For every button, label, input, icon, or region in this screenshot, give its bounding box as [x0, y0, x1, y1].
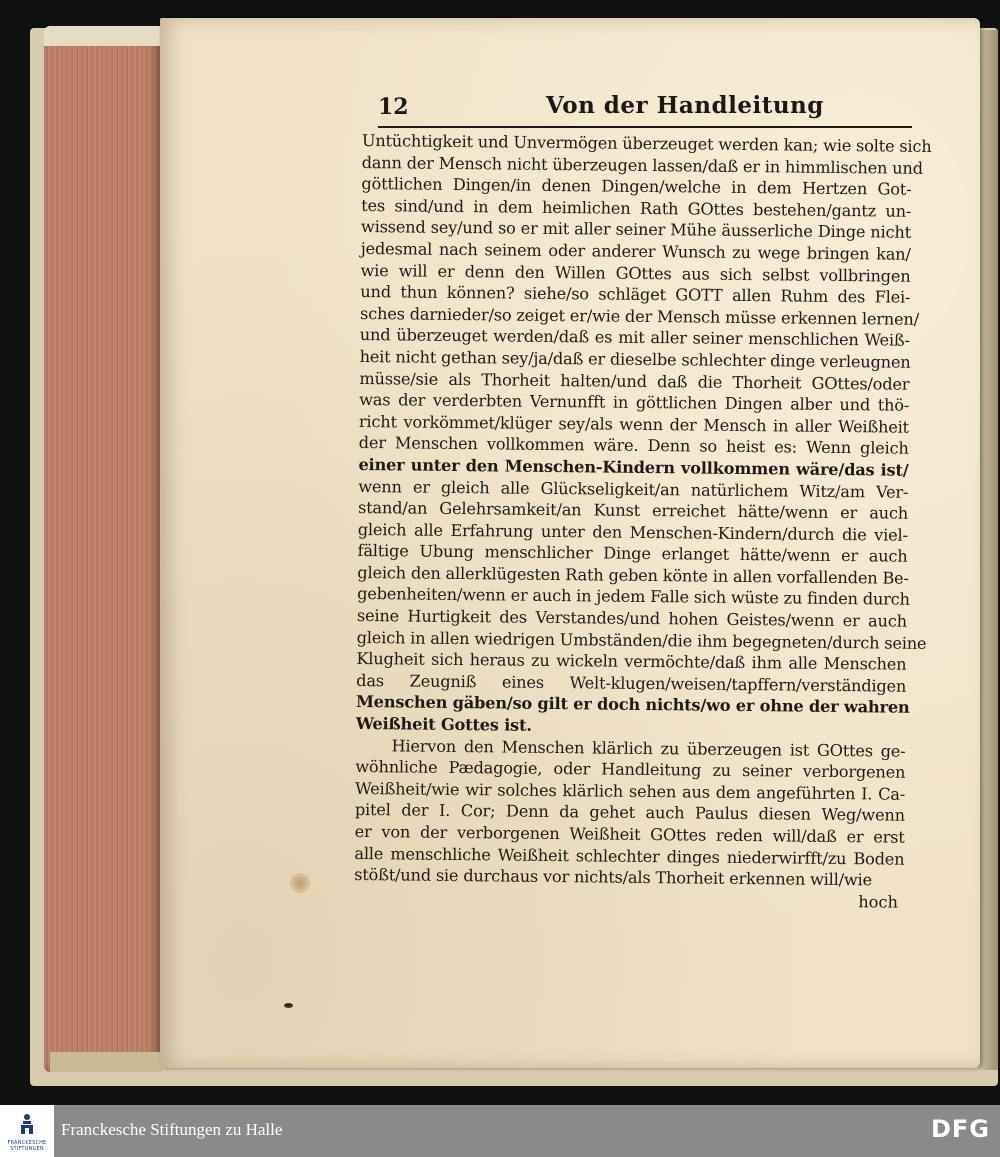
page-header	[378, 92, 912, 128]
dfg-logo[interactable]: DFG	[930, 1115, 990, 1143]
institution-logo[interactable]	[0, 1105, 54, 1157]
text-line: wöhnliche Pædagogie, oder Handleitung zu seiner verborgenen	[355, 757, 906, 782]
text-line: Klugheit sich heraus zu wickeln vermöchte/daß ihm alle Menschen	[356, 649, 907, 674]
text-line: wenn er gleich alle Glückseligkeit/an natürlichem Witz/am Ver-	[358, 476, 909, 502]
page-number: 12	[378, 94, 409, 120]
text-line: jedesmal nach seinem oder anderer Wunsch zu wege bringen kan/	[360, 238, 911, 264]
binding-edge	[978, 30, 998, 1070]
text-line: göttlichen Dingen/in denen Dingen/welche in dem Hertzen Got-	[361, 174, 912, 199]
text-line: müsse/sie als Thorheit halten/und daß die Thorheit GOttes/oder	[359, 368, 910, 394]
text-line: alle menschliche Weißheit schlechter dinges niederwirfft/zu Boden	[354, 843, 905, 869]
text-line: Weißheit Gottes ist.	[355, 713, 532, 735]
text-line: Untüchtigkeit und Unvermögen überzeuget werden kan; wie solte sich	[361, 130, 932, 156]
text-line: gleich den allerklügesten Rath geben könte in allen vorfallenden Be-	[357, 562, 909, 588]
text-line: und thun können? siehe/so schläget GOTT allen Ruhm des Flei-	[360, 282, 911, 307]
page-stack-bottom	[50, 1052, 162, 1072]
institution-logo-icon	[19, 1113, 35, 1135]
text-line: wie will er denn den Willen GOttes aus sich selbst vollbringen	[360, 260, 911, 286]
text-line: fältige Ubung menschlicher Dinge erlanget hätte/wenn er auch	[357, 541, 908, 567]
text-line: sches darnieder/so zeiget er/wie der Mensch müsse erkennen lernen/	[359, 303, 920, 329]
page-fore-edge	[44, 26, 162, 1072]
text-line: Menschen gäben/so gilt er doch nichts/wo er ohne der wahren	[355, 692, 910, 718]
body-text	[354, 130, 932, 913]
footer-bar	[0, 1105, 1000, 1157]
text-line: seine Hurtigkeit des Verstandes/und hohen Geistes/wenn er auch	[356, 606, 907, 631]
text-line: Weißheit/wie wir solches klärlich sehen aus dem angeführten I. Ca-	[355, 778, 906, 804]
text-line: was der verderbten Vernunfft in göttlichen Dingen alber und thö-	[359, 390, 910, 415]
text-line: Hiervon den Menschen klärlich zu überzeugen ist GOttes ge-	[391, 735, 906, 761]
text-line: gleich alle Erfahrung unter den Menschen-Kindern/durch die viel-	[357, 519, 908, 545]
text-line: stand/an Gelehrsamkeit/an Kunst erreichet hätte/wenn er auch	[357, 498, 909, 523]
text-line: er von der verborgenen Weißheit GOttes reden will/daß er erst	[354, 821, 905, 847]
text-line: richt vorkömmet/klüger sey/als wenn der Mensch in aller Weißheit	[358, 411, 910, 437]
paper-stain	[290, 873, 310, 893]
page-stack-top	[44, 26, 162, 46]
institution-name[interactable]: Franckesche Stiftungen zu Halle	[61, 1120, 283, 1139]
text-line: das Zeugniß eines Welt-klugen/weisen/tapffern/verständigen	[356, 670, 907, 696]
text-line: und überzeuget werden/daß es mit aller seiner menschlichen Weiß-	[359, 325, 910, 351]
text-line: der Menschen vollkommen wäre. Denn so heist es: Wenn gleich	[358, 433, 909, 459]
text-line: wissend sey/und so er mit aller seiner Mühe äusserliche Dinge nicht	[360, 217, 912, 243]
logo-caption: FRANCKESCHE STIFTUNGEN	[7, 1140, 47, 1152]
paper-speck	[284, 1003, 293, 1008]
text-line: gebenheiten/wenn er auch in jedem Falle sich wüste zu finden durch	[357, 584, 910, 610]
text-line: stößt/und sie durchaus vor nichts/als Thorheit erkennen will/wie	[354, 865, 873, 890]
catchword: hoch	[858, 892, 899, 912]
text-line: tes sind/und in dem heimlichen Rath GOttes bestehen/gantz un-	[361, 195, 912, 221]
text-line: gleich in allen wiedrigen Umbständen/die ihm begegneten/durch seine	[356, 627, 927, 653]
running-title: Von der Handleitung	[546, 92, 824, 119]
text-line: heit nicht gethan sey/ja/daß er dieselbe schlechter dinge verleugnen	[359, 346, 911, 372]
text-line: einer unter den Menschen-Kindern vollkommen wäre/das ist/	[358, 454, 909, 480]
text-line: dann der Mensch nicht überzeugen lassen/daß er in himmlischen und	[361, 152, 923, 178]
text-line: pitel der I. Cor; Denn da gehet auch Paulus diesen Weg/wenn	[354, 800, 905, 826]
